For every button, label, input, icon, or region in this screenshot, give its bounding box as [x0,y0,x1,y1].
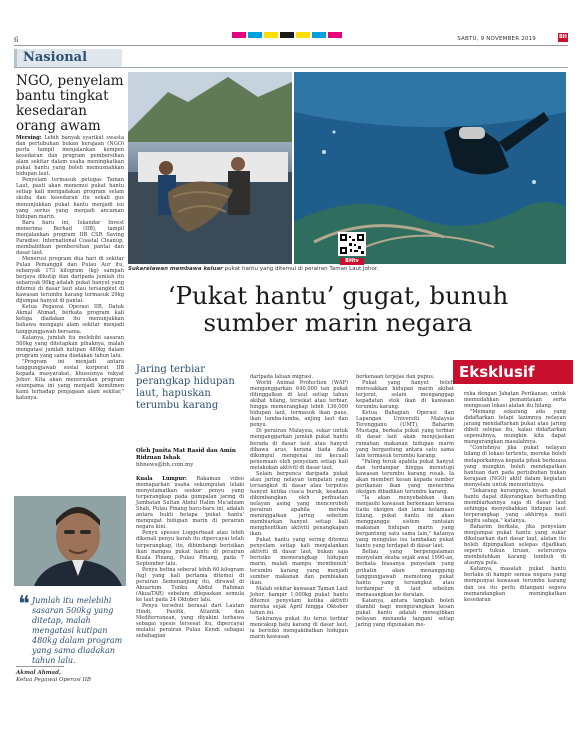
article-column-3 [356,374,454,628]
exclusive-badge-b: klusif [488,363,535,381]
paragraph-text: Pukat hantu yang sering ditemui penyelam setiap kali menjalankan aktiviti di dasar laut, bukan saja berisiko memerangkap hidupan marin, malah mampu 'membunuh' terumbu karang yang menjadi sumber makanan dan pembiakan ikan. [250,537,348,586]
color-swatch [328,32,342,38]
exclusive-badge [453,360,573,384]
paragraph-text: Penyu betina seberat lebih 60 kilogram (kg) yang kali pertama ditemui di perairan Semenanjung itu, dirawat di Akuarium Tunku Abdul Rahman (AkuaTAR) sebelum dilepaskan semula ke laut pada 24 Oktober lalu. [136,566,244,603]
color-swatch [280,32,294,38]
paragraph [16,220,124,256]
paragraph [250,537,348,585]
paragraph-text: Selain berpunca daripada pukat atau jaring nelayan tempatan yang tersangkut di dasar atau terputus hanyut ketika cuaca buruk, keadaan dibimbangkan oleh perbuatan nelayan asing yang menceroboh perairan apabila mereka meninggalkan jaring sebelum membiarkan hanyut setiap kali menghentikan aktiviti penangkapan ikan. [250,470,348,538]
paragraph [250,380,348,428]
pull-quote: Jumlah itu melebihi sasaran 500kg yang ditetap, malah mengatasi kutipan 480kg dalam program yang sama diadakan tahun lalu. [32,596,123,665]
paragraph [356,459,454,495]
paragraph-text: "Paling teruk apabila pukat hanyut dan terdampar hingga menutupi kawasan terumbu karang rosak. Ia akan memberi kesan kepada sumber perikanan ikan yang menerima oksigen dibadikan terumbu karang. [356,458,454,495]
paragraph [250,586,348,616]
paragraph-text: "Memang sekarang ada yang didaftarkan tetapi lazimnya nelayan jarang mendaftarkan pukat atau jaring dibeli selepas itu, kalau didaftarkan sepenuhnya, mungkin kita dapat mengurangkan masalahnya. [464,409,566,446]
volunteers-photo [128,72,292,264]
paragraph-text: reka dengan Jabatan Perikanan, untuk memudahkan pemantauan serta mengesan lokasi alatan itu hilang. [464,391,566,410]
paragraph-text: Pukat yang hanyut boleh merosakkan hidupan marin akibat terjerut, selain menganggap kepadatan stok ikan di kawasan terumbu karang. [356,380,454,411]
article-column-2 [250,374,348,640]
paragraph-text: Menerusi program dua hari di sekitar Pulau Pemanggil dan Pulau Aur itu, sebanyak 173 kilogram (kg) sampah berjaya dikutip dan daripada jumlah itu sebanyak 90kg adalah pukat hanyut yang ditemui di dasar laut atau tersangkut di kawasan terumbu karang termasuk 29kg dijumpai hanyut di pantai. [16,255,124,305]
color-swatch [264,32,278,38]
author-email[interactable]: bhnews@bh.com.my [136,462,194,468]
color-swatch [312,32,326,38]
paragraph-text: daripada laluan migrasi. [250,374,314,380]
sidebar-headline: NGO, penyelam bantu tingkat kesedaran orang awam [16,73,124,134]
paragraph [464,391,566,409]
color-swatch [248,32,262,38]
paragraph [16,177,124,219]
paragraph [16,135,124,177]
paragraph-text: Lebih banyak syarikat swasta dan pertubuhan bukan kerajaan (NGO) perlu tampil menjalankan kempen kesedaran dan program pembersihan alam sekitar dalam usaha meningkatkan pukat hantu yang boleh memusnahkan hidupan laut. [16,135,124,178]
quote-name: Akmal Ahmad, [16,670,61,676]
quote-icon: ❝ [18,592,30,617]
paragraph [464,445,566,487]
paragraph-text: Baharim berkata, jika penyelam menjumpai pukat hantu yang sukar dikeluarkan dari dasar laut, alatan itu boleh dipimpalkan selepas dijadikan seperti tukun tiruan, seterusnya membolehkan karang tumbuh di atasnya pula. [464,524,566,567]
quote-rule [16,666,64,667]
paragraph [136,476,244,530]
exclusive-badge-a: Eks [459,363,489,381]
paragraph-text: Katanya, masalah pukat hantu berlaku di hampir semua negara yang mempunyai kawasan terumbu karang dan isu itu perlu ditangani segera memandangkan meningkatkan kesedaran [464,566,566,603]
paragraph-text: "Sekarang kurangnya, kesan pukat hantu dapat dikurangkan berbanding membiarkannya saja di dasar laut sehingga menyebabkan hidupan laut terperangkap yang akhirnya mati begitu sahaja," katanya. [464,487,566,524]
issue-date: SABTU, 9 NOVEMBER 2019 [457,36,536,42]
photo-caption [128,266,428,273]
paragraph [136,567,244,603]
bhtv-badge: BHtv [340,258,364,265]
paragraph-text: Sekiranya pukat itu terus terbiar mencakup batu karang di dasar laut, ia berisiko mengakibatkan hidupan marin kawasan [250,615,348,641]
paragraph [356,598,454,628]
paragraph [16,256,124,304]
bh-logo: BH [559,34,567,40]
diver-illustration [294,72,566,264]
paragraph [356,410,454,458]
paragraph-text: Ketua Pegawai Operasi IIB, Datuk Akmal Ahmad, berkata program kali ketiga diadakan itu menunjukkan bahawa mengagu alam sekitar menjadi tanggungjawab bersama. [16,304,124,335]
paragraph-text: berkenaan terjejas dan pupus. [356,374,435,380]
paragraph-text: Penyelam termasuk petugas Taman Laut, pasti akan menemui pukat hantu setiap kali mengadakan program selam skuba dan kesedaran itu sekali gus menunjukkan pukat hantu menjadi isu yang serius yang menjadi ancaman hidupan marin. [16,177,124,220]
paragraph-text: Baru baru ini, Iskandar Invest menerima Berhad (IIB), tampil menjalankan program IIB CSR Saving Paradise: International Coastal Cleanup, membabitkan pembersihan pantai dan dasar laut. [16,219,124,256]
paragraph-text: "Program ini menjadi antara tanggungjawab sosial korporat IIB kepada masyarakat, khususnya rakyat Johor. Kita akan meneruskan program seumpama ini yang menjadi komitmen kami terhadap penjagaan alam sekitar," katanya. [16,358,124,402]
paragraph [464,409,566,445]
article-kicker: Jaring terbiar perangkap hidupan laut, hapuskan terumbu karang [136,364,235,411]
color-swatch [296,32,310,38]
portrait-illustration [14,496,126,586]
color-registration-bar [232,32,342,38]
paragraph [464,524,566,566]
paragraph-lead: Mersing: [16,135,42,141]
quote-role: Ketua Pegawai Operasi IIB [16,677,91,683]
article-column-4 [464,391,566,603]
paragraph-text: Penyu spesies Loggerhead atau lebih dikenali penyu karah itu dipercayai telah terperangkap, itu, dibimbangi berisikan ikan mangsa pukat hantu di perairan Kuala Pinang, Pulau Pinang, pada 7 September lalu. [136,530,244,567]
paragraph [250,428,348,470]
volunteers-illustration [128,72,292,264]
qr-code-icon [340,234,364,254]
paragraph [250,616,348,640]
paragraph [464,488,566,524]
section-rule [14,67,568,68]
paragraph [356,549,454,597]
paragraph [136,530,244,566]
paragraph-text: Malah sekitar kawasan Taman Laut Johor, hampir 1,000kg pukat hantu ditemui penyelam ketika aktiviti mereka sejak April hingga Oktober tahun ini. [250,585,348,616]
diver-photo [294,72,566,264]
paragraph-text: Penyu tersebut berasal dari Lautan Hindi, Pasifik, Atlantik dan Mediterranean, yang diyakini terbawa sebagai spesis tersesat itu, dipercayai melalui perairan Pulau Kendi sebagai sebahagian [136,602,244,640]
paragraph-lead: Kuala Lumpur: [136,476,187,482]
paragraph [16,359,124,401]
portrait-photo [14,496,126,586]
caption-text: pukat hantu yang ditemui di perairan Taman Laut Johor. [222,266,379,272]
paragraph-text: World Animal Protection (WAP) menganggarkan 640,000 tan pukat ditinggalkan di laut setiap tahun akibat hilang, tersekat atau terbiar, hingga memerangkap lebih 136,000 hidupan laut, termasuk ikan paus, ikan lumba-lumba, anjing laut dan penyu. [250,380,348,429]
article-column-1 [136,476,244,639]
paragraph-text: Di perairan Malaysia, sukar untuk menganggarkan jumlah pukat hantu berada di dasar laut atau hanyut dibawa arus, kerana tiada data dikumpul mengenai ini kecuali penemuan oleh penyelam setiap kali melakukan aktiviti di dasar laut. [250,428,348,471]
paragraph [356,495,454,549]
paragraph-text: Katanya, antara langkah boleh diambil bagi mengurangkan kesan pukat hantu adalah mewajibkan nelayan menanda tangani setiap jaring yang digunakan me- [356,597,454,628]
paragraph [16,304,124,334]
page-number: 6 [14,36,19,44]
header-rule [14,45,568,46]
article-byline: Oleh Junita Mat Rasid dan Amin Ridzuan Ishak [136,448,236,461]
section-title: Nasional [23,50,88,65]
paragraph [464,566,566,602]
paragraph [250,471,348,538]
paragraph-text: Rakaman video memaparkan usaha sekumpulan lelaki menyelamatkan seekor penyu yang terperangkap pada gumpalan jaring di Jambatan Sultan Abdul Halim Mu'adzam Shah, Pulau Pinang baru-baru ini, adalah antara bukti betapa 'pukat hantu' mengugat hidupan marin di perairan negara kini. [136,476,244,531]
paragraph [356,380,454,410]
qr-code[interactable] [338,232,366,256]
article-headline: ‘Pukat hantu’ gugat, bunuh sumber marin negara [167,281,509,337]
caption-lead: Sukarelawan membawa keluar [128,266,223,272]
paragraph [16,335,124,359]
section-tab [14,49,122,67]
paragraph-text: Katanya, jumlah itu melebihi sasaran 500kg yang ditetapkan pihaknya, malah mengatasi jumlah kutipan 480kg dalam program yang sama diadakan tahun lalu. [16,334,124,359]
paragraph-text: "Contohnya jika pukat nelayan hilang di lokasi tertentu, mereka boleh melaporkannya kepada pihak berkuasa yang mungkin boleh mendapatkan bantuan dari pada pertubuhan bukan kerajaan (NGO) aktif dalam kegiatan menyelam untuk menuntutnya. [464,445,566,488]
paragraph-text: Beliau yang berpengalaman menyelam skuba sejak awal 1990-an, berkata biasanya penyelam yang prihatin akan menanggung tanggungjawab memotong pukat hantu yang tersangkut atau terdampar di laut sebelum memasangkan ke daratan. [356,549,454,598]
color-swatch [232,32,246,38]
paragraph [136,603,244,639]
paragraph-text: Ketua Bahagian Operasi dan Lapangan Universiti Malaysia Terengganu (UMT), Baharim Mustapa, berkata pukat yang terbiar di dasar laut akan menjejaskan rumahan makanan hidupan marin yang bergantung antara satu sama lain termasuk terumbu karang. [356,410,454,459]
sidebar-body [16,135,124,401]
paragraph-text: "Ia akan menyebabkan ikan menjauhi kawasan berkenaan kerana tiada oksigen dan lama kelamaan hilang, pukat hantu ini akan mengganggu sistem rantaian makanan hidupan marin yang bergantung satu sama lain," katanya yang mengulas isu lambakan pukat hantu yang terdapat di dasar laut. [356,494,454,550]
